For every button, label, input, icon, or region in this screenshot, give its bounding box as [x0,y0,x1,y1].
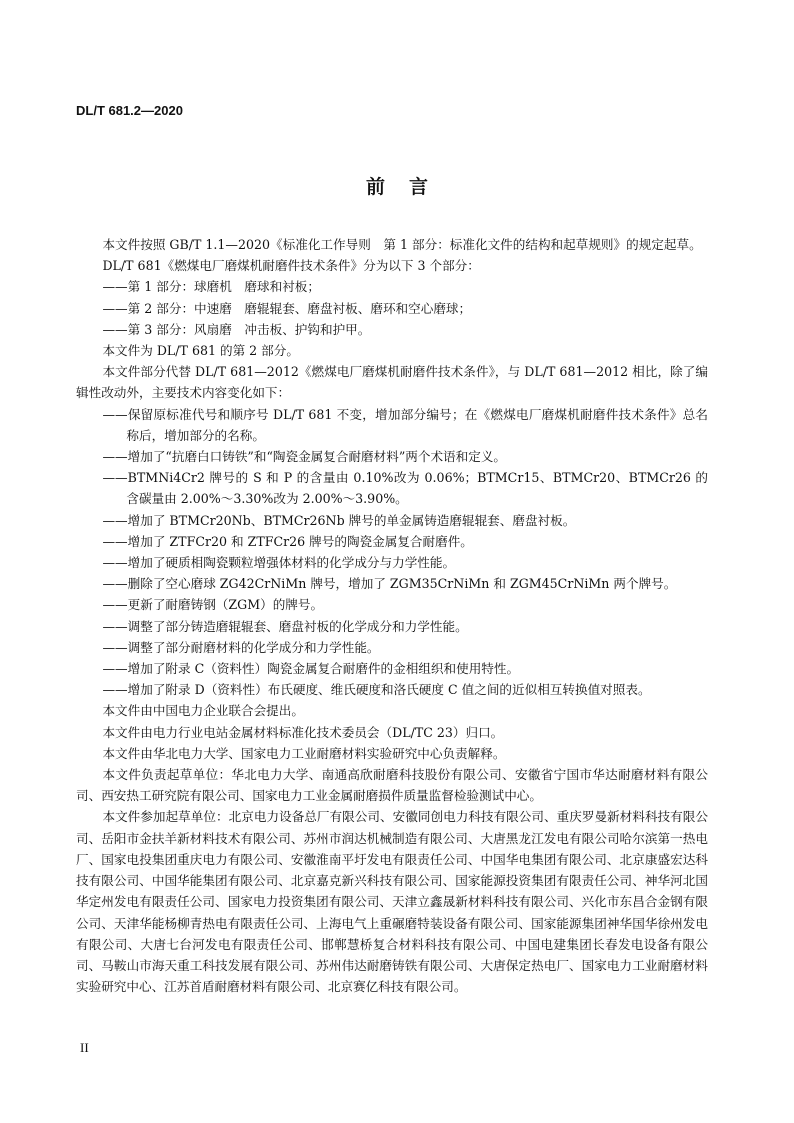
paragraph-committee: 本文件由电力行业电站金属材料标准化技术委员会（DL/TC 23）归口。 [102,724,504,740]
document-code: DL/T 681.2—2020 [76,103,183,118]
paragraph-participating-drafters: 本文件参加起草单位：北京电力设备总厂有限公司、安徽同创电力科技有限公司、重庆罗曼新材料科技有限公司、岳阳市金扶羊新材料技术有限公司、苏州市润达机械制造有限公司、大唐黑龙江发电有限公司哈尔滨第一热电厂、国家电投集团重庆电力有限公司、安徽淮南平圩发电有限责任公司、中国华电集团有限公司、北京康盛宏达科技有限公司、中国华能集团有限公司、北京嘉克新兴科技有限公司、国家能源投资集团有限责任公司、神华河北国华定州发电有限责任公司、国家电力投资集团有限公司、天津立鑫晟新材料科技有限公司、兴化市东昌合金钢有限公司、天津华能杨柳青热电有限责任公司、上海电气上重碾磨特装设备有限公司、国家能源集团神华国华徐州发电有限公司、大唐七台河发电有限责任公司、邯郸慧桥复合材料科技有限公司、中国电建集团长春发电设备有限公司、马鞍山市海天重工科技发展有限公司、苏州伟达耐磨铸铁有限公司、大唐保定热电厂、国家电力工业耐磨材料实验研究中心、江苏首盾耐磨材料有限公司、北京赛亿科技有限公司。 [76,809,708,995]
foreword-body [76,234,708,997]
change-item: ——保留原标准代号和顺序号 DL/T 681 不变，增加部分编号；在《燃煤电厂磨煤机耐磨件技术条件》总名称后，增加部分的名称。 [102,406,708,443]
change-item: ——增加了附录 C（资料性）陶瓷金属复合耐磨件的金相组织和使用特性。 [102,661,520,677]
paragraph-parts-intro: DL/T 681《燃煤电厂磨煤机耐磨件技术条件》分为以下 3 个部分： [102,258,480,274]
change-item: ——调整了部分铸造磨辊辊套、磨盘衬板的化学成分和力学性能。 [102,618,468,634]
change-item: ——删除了空心磨球 ZG42CrNiMn 牌号，增加了 ZGM35CrNiMn 和 ZGM45CrNiMn 两个牌号。 [102,576,677,592]
paragraph-drafting-basis: 本文件按照 GB/T 1.1—2020《标准化工作导则 第 1 部分：标准化文件的结构和起草规则》的规定起草。 [102,237,702,252]
paragraph-proposer: 本文件由中国电力企业联合会提出。 [102,703,304,719]
paragraph-interpretation: 本文件由华北电力大学、国家电力工业耐磨材料实验研究中心负责解释。 [102,745,506,761]
change-item: ——增加了 BTMCr20Nb、BTMCr26Nb 牌号的单金属铸造磨辊辊套、磨盘衬板。 [102,512,576,528]
list-item-part-3: ——第 3 部分：风扇磨 冲击板、护钩和护甲。 [102,321,371,337]
paragraph-this-part: 本文件为 DL/T 681 的第 2 部分。 [102,343,299,359]
change-item: ——增加了硬质相陶瓷颗粒增强体材料的化学成分与力学性能。 [102,555,456,571]
change-item: ——增加了附录 D（资料性）布氏硬度、维氏硬度和洛氏硬度 C 值之间的近似相互转换值对照表。 [102,682,651,698]
list-item-part-2: ——第 2 部分：中速磨 磨辊辊套、磨盘衬板、磨环和空心磨球； [102,300,472,316]
change-item: ——更新了耐磨铸钢（ZGM）的牌号。 [102,597,324,613]
change-item: ——BTMNi4Cr2 牌号的 S 和 P 的含量由 0.10%改为 0.06%；BTMCr15、BTMCr20、BTMCr26 的含碳量由 2.00%～3.30%改为 2.00%～3.90%。 [102,470,708,507]
page-number: II [80,1040,89,1055]
paragraph-replacement: 本文件部分代替 DL/T 681—2012《燃煤电厂磨煤机耐磨件技术条件》，与 DL/T 681—2012 相比，除了编辑性改动外，主要技术内容变化如下： [76,364,708,401]
change-item: ——增加了 ZTFCr20 和 ZTFCr26 牌号的陶瓷金属复合耐磨件。 [102,533,473,549]
list-item-part-1: ——第 1 部分：球磨机 磨球和衬板； [102,279,320,295]
change-item: ——增加了“抗磨白口铸铁”和“陶瓷金属复合耐磨材料”两个术语和定义。 [102,449,507,465]
paragraph-lead-drafters: 本文件负责起草单位：华北电力大学、南通高欣耐磨科技股份有限公司、安徽省宁国市华达耐磨材料有限公司、西安热工研究院有限公司、国家电力工业金属耐磨损件质量监督检验测试中心。 [76,767,708,804]
change-item: ——调整了部分耐磨材料的化学成分和力学性能。 [102,639,380,655]
page-title: 前言 [365,176,452,198]
